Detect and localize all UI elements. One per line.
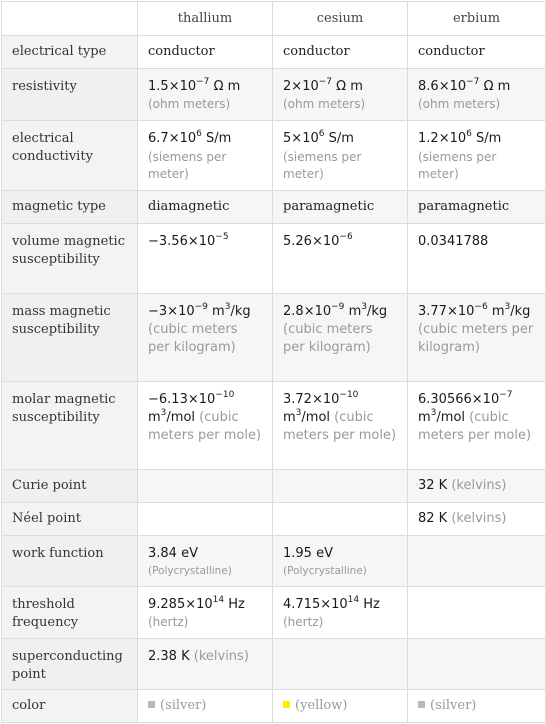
cell-neel-point-erbium: 82 K (kelvins) <box>408 503 546 536</box>
cell-curie-point-thallium <box>138 470 273 503</box>
table-row <box>2 36 546 69</box>
table-row <box>2 470 546 503</box>
cell-resistivity-thallium: $1.5\times 10^{-7}$ Ω m (ohm meters) <box>138 69 273 121</box>
row-label-superconducting-point: superconducting point <box>2 639 138 690</box>
color-swatch-icon <box>418 701 425 708</box>
cell-threshold-frequency-cesium: $4.715\times 10^{14}$ Hz (hertz) <box>273 587 408 639</box>
table-row <box>2 639 546 690</box>
cell-volume-susceptibility-thallium: $-3.56\times 10^{-5}$ <box>138 224 273 294</box>
row-label-work-function: work function <box>2 536 138 587</box>
row-label-electrical-conductivity: electrical conductivity <box>2 121 138 191</box>
row-label-curie-point: Curie point <box>2 470 138 503</box>
row-label-threshold-frequency: threshold frequency <box>2 587 138 639</box>
cell-superconducting-point-thallium: 2.38 K (kelvins) <box>138 639 273 690</box>
row-label-electrical-type: electrical type <box>2 36 138 69</box>
table-row <box>2 536 546 587</box>
cell-superconducting-point-cesium <box>273 639 408 690</box>
cell-curie-point-cesium <box>273 470 408 503</box>
cell-conductivity-cesium: $5\times 10^6$ S/m (siemens per meter) <box>273 121 408 191</box>
color-swatch-icon <box>148 701 155 708</box>
column-header-thallium: thallium <box>138 2 273 36</box>
properties-table <box>1 1 546 723</box>
table-row <box>2 191 546 224</box>
cell-molar-susceptibility-erbium: $6.30566\times 10^{-7}$ $m^3$/mol (cubic meters per mole) <box>408 382 546 470</box>
cell-color-thallium: (silver) <box>138 690 273 723</box>
cell-curie-point-erbium: 32 K (kelvins) <box>408 470 546 503</box>
cell-mass-susceptibility-cesium: $2.8\times 10^{-9}$ $m^3/kg$ (cubic meters per kilogram) <box>273 294 408 382</box>
cell-neel-point-thallium <box>138 503 273 536</box>
cell-magnetic-type-cesium: paramagnetic <box>273 191 408 224</box>
table-row <box>2 121 546 191</box>
cell-electrical-type-thallium: conductor <box>138 36 273 69</box>
row-label-molar-susceptibility: molar magnetic susceptibility <box>2 382 138 470</box>
cell-conductivity-thallium: $6.7\times 10^6$ S/m (siemens per meter) <box>138 121 273 191</box>
table-row <box>2 294 546 382</box>
cell-threshold-frequency-erbium <box>408 587 546 639</box>
cell-electrical-type-cesium: conductor <box>273 36 408 69</box>
row-label-color: color <box>2 690 138 723</box>
header-corner <box>2 2 138 36</box>
table-row <box>2 382 546 470</box>
row-label-resistivity: resistivity <box>2 69 138 121</box>
cell-mass-susceptibility-erbium: $3.77\times 10^{-6}$ $m^3/kg$ (cubic meters per kilogram) <box>408 294 546 382</box>
table-row <box>2 503 546 536</box>
row-label-neel-point: Néel point <box>2 503 138 536</box>
table-row <box>2 690 546 723</box>
cell-work-function-erbium <box>408 536 546 587</box>
cell-neel-point-cesium <box>273 503 408 536</box>
table-row <box>2 69 546 121</box>
cell-volume-susceptibility-erbium: 0.0341788 <box>408 224 546 294</box>
cell-threshold-frequency-thallium: $9.285\times 10^{14}$ Hz (hertz) <box>138 587 273 639</box>
cell-volume-susceptibility-cesium: $5.26\times 10^{-6}$ <box>273 224 408 294</box>
cell-superconducting-point-erbium <box>408 639 546 690</box>
cell-work-function-thallium: 3.84 eV (Polycrystalline) <box>138 536 273 587</box>
row-label-magnetic-type: magnetic type <box>2 191 138 224</box>
cell-work-function-cesium: 1.95 eV (Polycrystalline) <box>273 536 408 587</box>
cell-resistivity-cesium: $2\times 10^{-7}$ Ω m (ohm meters) <box>273 69 408 121</box>
cell-electrical-type-erbium: conductor <box>408 36 546 69</box>
row-label-volume-susceptibility: volume magnetic susceptibility <box>2 224 138 294</box>
cell-molar-susceptibility-cesium: $3.72\times 10^{-10}$ $m^3$/mol (cubic meters per mole) <box>273 382 408 470</box>
column-header-erbium: erbium <box>408 2 546 36</box>
cell-color-cesium: (yellow) <box>273 690 408 723</box>
cell-mass-susceptibility-thallium: $-3\times 10^{-9}$ $m^3/kg$ (cubic meters per kilogram) <box>138 294 273 382</box>
table-row <box>2 224 546 294</box>
cell-magnetic-type-erbium: paramagnetic <box>408 191 546 224</box>
column-header-cesium: cesium <box>273 2 408 36</box>
color-swatch-icon <box>283 701 290 708</box>
cell-molar-susceptibility-thallium: $-6.13\times 10^{-10}$ $m^3$/mol (cubic meters per mole) <box>138 382 273 470</box>
cell-magnetic-type-thallium: diamagnetic <box>138 191 273 224</box>
cell-resistivity-erbium: $8.6\times 10^{-7}$ Ω m (ohm meters) <box>408 69 546 121</box>
cell-conductivity-erbium: $1.2\times 10^6$ S/m (siemens per meter) <box>408 121 546 191</box>
cell-color-erbium: (silver) <box>408 690 546 723</box>
table-row <box>2 587 546 639</box>
row-label-mass-susceptibility: mass magnetic susceptibility <box>2 294 138 382</box>
